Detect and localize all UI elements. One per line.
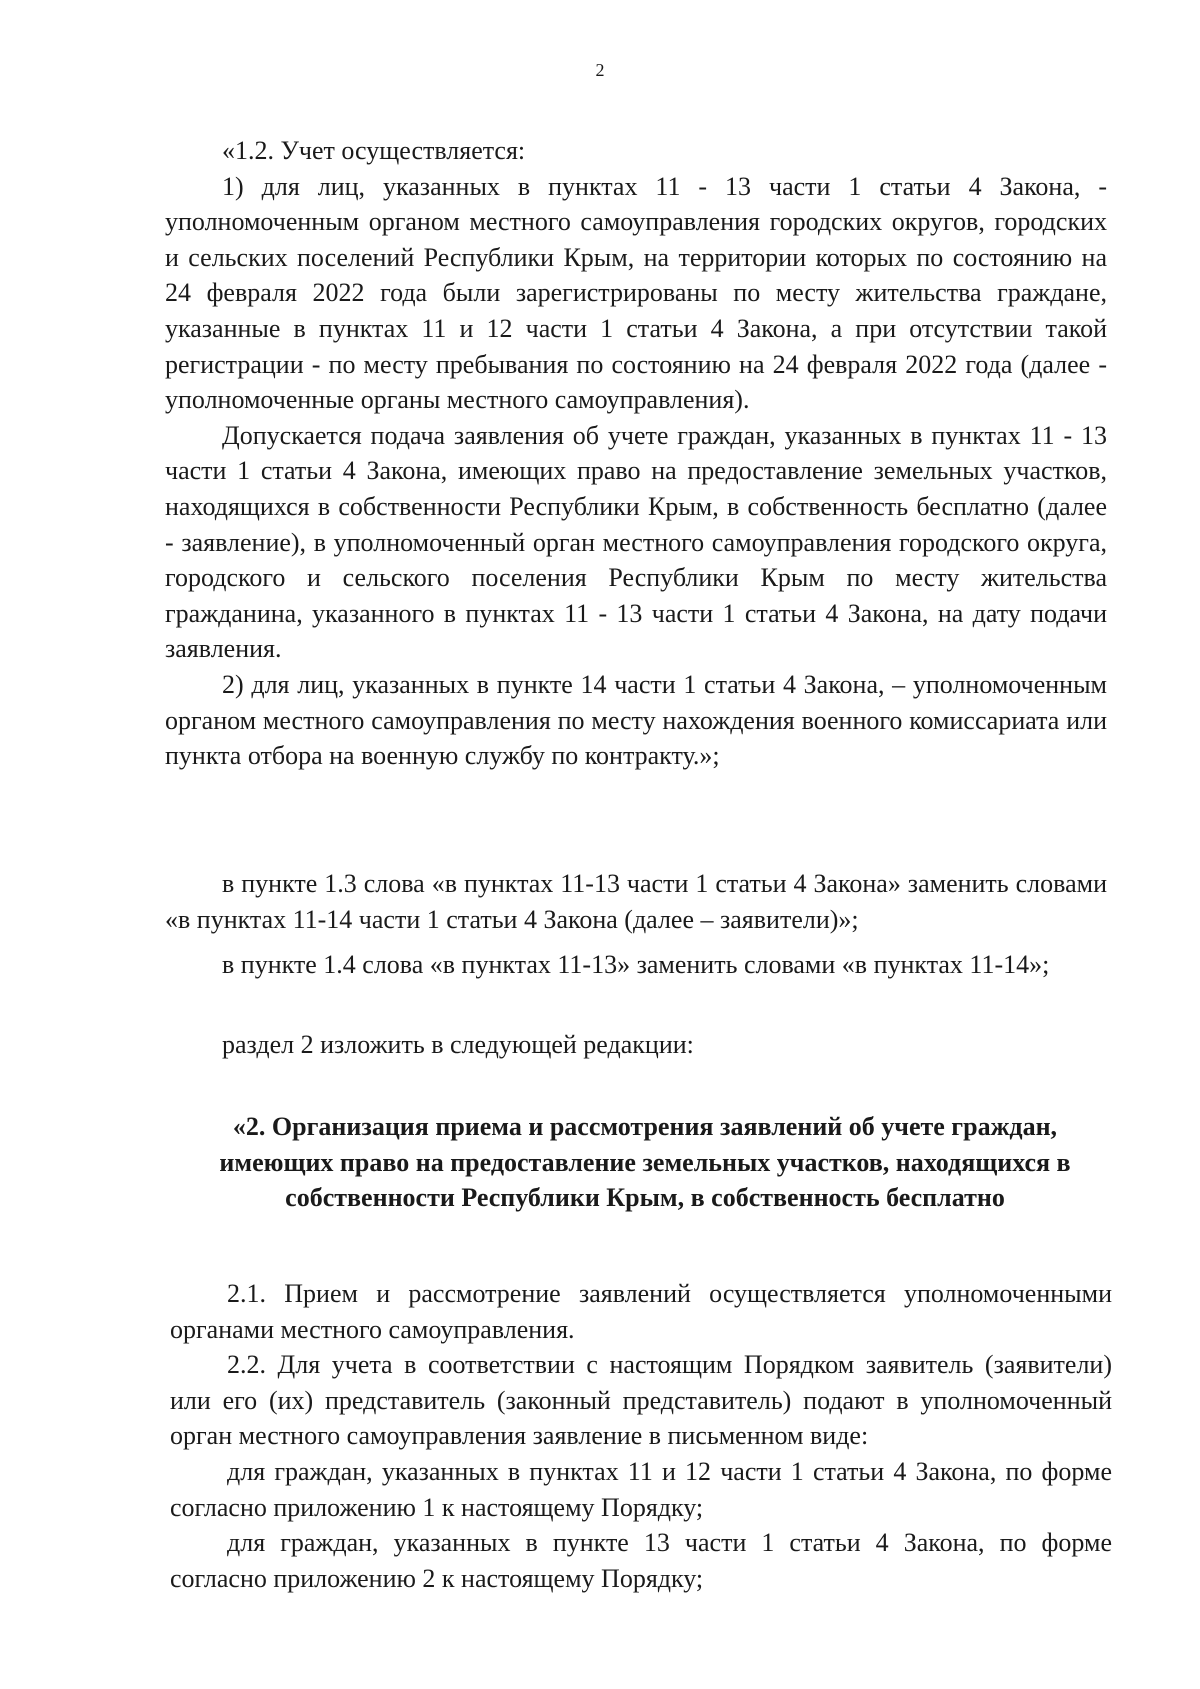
paragraph-amendment-1-3: в пункте 1.3 слова «в пунктах 11-13 части 1 статьи 4 Закона» заменить словами «в пунктах 11-14 части 1 статьи 4 Закона (далее – заявители)»; [165,869,1107,934]
paragraph-amendment-section-2: раздел 2 изложить в следующей редакции: [222,1030,694,1059]
amendment-1-4 [165,947,1107,983]
paragraph-2-2: 2.2. Для учета в соответствии с настоящим Порядком заявитель (заявители) или его (их) представитель (законный представитель) подают в уполномоченный орган местного самоуправления заявление в письменном виде: [170,1350,1112,1451]
paragraph-1-2-admission: Допускается подача заявления об учете граждан, указанных в пунктах 11 - 13 части 1 статьи 4 Закона, имеющих право на предоставление земельных участков, находящихся в собственности Республики Крым, в собственность бесплатно (далее - заявление), в уполномоченный орган местного самоуправления городского округа, городского и сельского поселения Республики Крым по месту жительства гражданина, указанного в пунктах 11 - 13 части 1 статьи 4 Закона, на дату подачи заявления. [165,420,1107,664]
paragraph-2-2-form-1: для граждан, указанных в пунктах 11 и 12 части 1 статьи 4 Закона, по форме согласно приложению 1 к настоящему Порядку; [170,1456,1112,1522]
paragraph-1-2-title: «1.2. Учет осуществляется: [222,136,526,165]
section-2-heading: «2. Организация приема и рассмотрения заявлений об учете граждан, имеющих право на предоставление земельных участков, находящихся в собственности Республики Крым, в собственность бесплатно [219,1112,1071,1213]
amendment-1-3 [165,866,1107,937]
section-1-2 [165,133,1107,774]
paragraph-1-2-item-1: 1) для лиц, указанных в пунктах 11 - 13 части 1 статьи 4 Закона, - уполномоченным органом местного самоуправления городских округов, городских и сельских поселений Республики Крым, на территории которых по состоянию на 24 февраля 2022 года были зарегистрированы по месту жительства граждане, указанные в пунктах 11 и 12 части 1 статьи 4 Закона, а при отсутствии такой регистрации - по месту пребывания по состоянию на 24 февраля 2022 года (далее - уполномоченные органы местного самоуправления). [165,171,1107,415]
page-number: 2 [595,60,605,80]
paragraph-1-2-item-2: 2) для лиц, указанных в пункте 14 части 1 статьи 4 Закона, – уполномоченным органом местного самоуправления по месту нахождения военного комиссариата или пункта отбора на военную службу по контракту.»; [165,669,1107,771]
paragraph-2-1: 2.1. Прием и рассмотрение заявлений осуществляется уполномоченными органами местного самоуправления. [170,1279,1112,1344]
amendment-section-2 [165,1027,1107,1063]
paragraph-2-2-form-2: для граждан, указанных в пункте 13 части 1 статьи 4 Закона, по форме согласно приложению 2 к настоящему Порядку; [170,1528,1112,1593]
section-2-body [170,1276,1112,1596]
paragraph-amendment-1-4: в пункте 1.4 слова «в пунктах 11-13» заменить словами «в пунктах 11-14»; [222,950,1050,979]
